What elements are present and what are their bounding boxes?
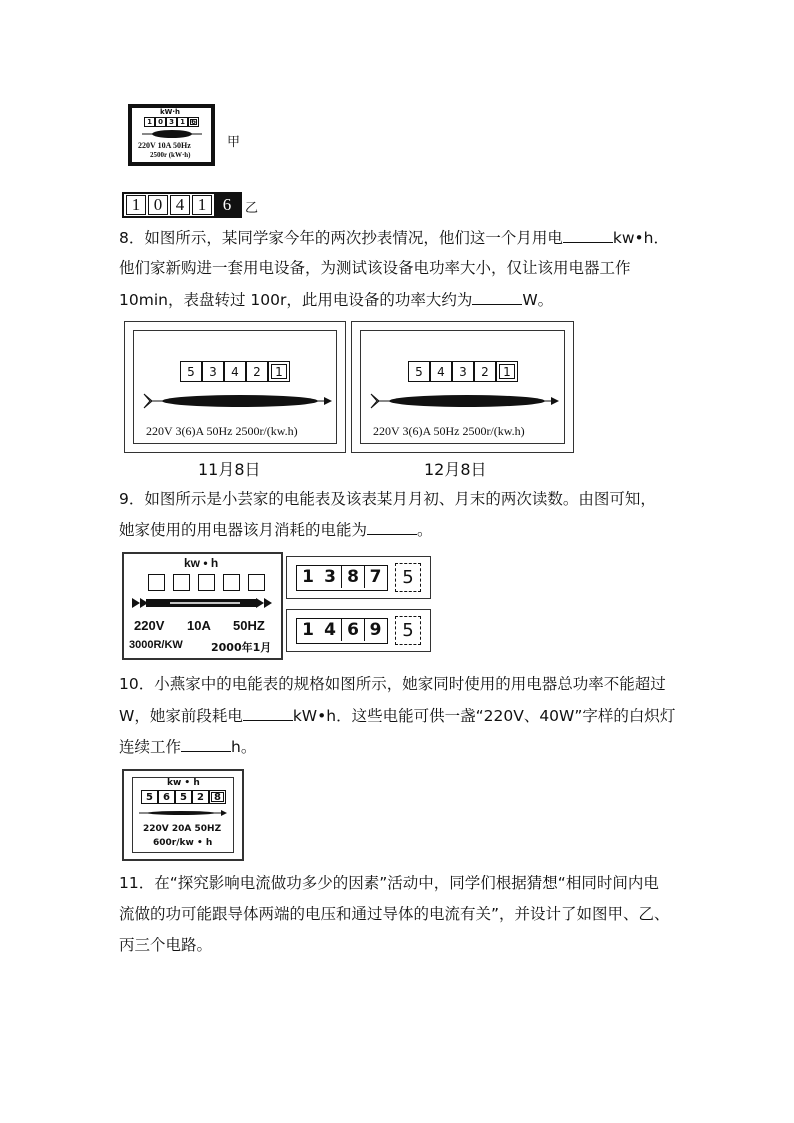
meter-q9-spec-date: 2000年1月 xyxy=(211,641,272,654)
q9-blank-1[interactable] xyxy=(367,520,417,535)
q10-text-c: 连续工作 xyxy=(119,738,182,756)
reading-q9-end-digit: 1 xyxy=(297,619,320,641)
reading-q9-start-digit: 8 xyxy=(342,566,365,588)
reading-q9-start-digit: 1 xyxy=(297,566,320,588)
meter-q9 xyxy=(122,552,283,660)
meter-dec-caption: 12月8日 xyxy=(424,460,487,479)
meter-q9-digit-window xyxy=(148,574,165,591)
meter-dec-digit: 1 xyxy=(496,361,518,382)
meter-dec-digit: 2 xyxy=(474,361,496,382)
q10-line-2 xyxy=(119,706,675,726)
meter-jia-face xyxy=(132,108,211,162)
reading-q9-end-decimal: 5 xyxy=(395,616,421,645)
meter-q9-digit-window xyxy=(173,574,190,591)
q10-blank-3[interactable] xyxy=(181,737,231,752)
q9-text-b: 。 xyxy=(417,521,433,539)
meter-nov-digit: 5 xyxy=(180,361,202,382)
reading-yi-label: 乙 xyxy=(245,201,259,216)
reading-yi-digit: 6 xyxy=(214,194,240,216)
meter-dec-disc-icon xyxy=(367,391,563,411)
meter-dec-digit: 3 xyxy=(452,361,474,382)
reading-q9-end-digit: 9 xyxy=(365,619,386,641)
meter-q10-disc-icon xyxy=(137,808,229,818)
q8-text-a: 8．如图所示，某同学家今年的两次抄表情况，他们这一个月用电 xyxy=(119,229,563,247)
reading-q9-start-digit: 3 xyxy=(319,566,342,588)
meter-q10-spec-1: 220V 20A 50HZ xyxy=(143,824,222,834)
q8-line-3 xyxy=(119,290,553,310)
meter-nov-disc-icon xyxy=(140,391,336,411)
q10-line-3 xyxy=(119,737,256,757)
meter-jia-digit: 1 xyxy=(144,117,155,127)
meter-q9-spec-volt: 220V xyxy=(134,618,165,633)
meter-q10-digit: 2 xyxy=(192,790,209,804)
meter-q9-spec-amp: 10A xyxy=(187,618,211,633)
q9-line-2 xyxy=(119,520,433,540)
meter-jia-digit: 1 xyxy=(177,117,188,127)
reading-q9-start-decimal: 5 xyxy=(395,563,421,592)
meter-nov-digit: 1 xyxy=(268,361,290,382)
reading-yi-digit: 4 xyxy=(170,195,190,215)
meter-q9-digit-window xyxy=(198,574,215,591)
meter-nov-digit: 3 xyxy=(202,361,224,382)
meter-q9-disc-icon xyxy=(130,596,275,610)
meter-nov-digit: 2 xyxy=(246,361,268,382)
meter-jia-digit: 3 xyxy=(166,117,177,127)
meter-jia-figure xyxy=(128,104,215,166)
q8-text-c: 10min，表盘转过 100r，此用电设备的功率大约为 xyxy=(119,291,473,309)
meter-q9-digit-window xyxy=(223,574,240,591)
q8-text-b: kw•h． xyxy=(612,229,669,247)
q8-blank-1[interactable] xyxy=(563,228,613,243)
reading-q9-end xyxy=(286,609,431,652)
reading-yi-digit: 0 xyxy=(148,195,168,215)
q10-line-1: 10．小燕家中的电能表的规格如图所示，她家同时使用的用电器总功率不能超过 xyxy=(119,675,666,693)
reading-yi xyxy=(122,192,242,218)
reading-q9-start-digit: 7 xyxy=(365,566,386,588)
q8-text-d: W。 xyxy=(522,291,554,309)
q8-line-2: 他们家新购进一套用电设备，为测试该设备电功率大小，仅让该用电器工作 xyxy=(119,259,631,277)
meter-q10-digit: 5 xyxy=(141,790,158,804)
meter-jia-spec-2: 2500r (kW·h) xyxy=(150,151,191,159)
meter-q10-digit: 8 xyxy=(209,790,226,804)
meter-nov-caption: 11月8日 xyxy=(198,460,261,479)
reading-q9-end-window xyxy=(296,618,388,644)
q10-text-b: kW•h．这些电能可供一盏“220V、40W”字样的白炽灯 xyxy=(292,707,676,725)
q11-line-1: 11．在“探究影响电流做功多少的因素”活动中，同学们根据猜想“相同时间内电 xyxy=(119,874,659,892)
meter-jia-disc-icon xyxy=(140,128,204,140)
meter-q9-unit: kw • h xyxy=(184,556,219,570)
meter-q9-spec-freq: 50HZ xyxy=(233,618,265,633)
meter-q9-digit-window xyxy=(248,574,265,591)
reading-q9-start-window xyxy=(296,565,388,591)
q10-text-d: h。 xyxy=(231,738,257,756)
meter-jia-register xyxy=(144,117,199,126)
meter-q10-spec-2: 600r/kw • h xyxy=(153,838,213,848)
reading-q9-end-digit: 6 xyxy=(342,619,365,641)
q8-blank-2[interactable] xyxy=(472,290,522,305)
reading-yi-digit: 1 xyxy=(192,195,212,215)
q11-line-2: 流做的功可能跟导体两端的电压和通过导体的电流有关”，并设计了如图甲、乙、 xyxy=(119,905,670,923)
meter-dec-digit: 5 xyxy=(408,361,430,382)
q10-text-a: W，她家前段耗电 xyxy=(119,707,243,725)
reading-yi-digit: 1 xyxy=(126,195,146,215)
reading-q9-end-digit: 4 xyxy=(319,619,342,641)
q9-text-a: 她家使用的用电器该月消耗的电能为 xyxy=(119,521,368,539)
reading-q9-start xyxy=(286,556,431,599)
meter-nov-digit: 4 xyxy=(224,361,246,382)
meter-jia-spec-1: 220V 10A 50Hz xyxy=(138,141,191,150)
meter-nov-face xyxy=(133,330,337,444)
meter-q10-unit: kw • h xyxy=(167,778,200,788)
q8-line-1 xyxy=(119,228,669,248)
meter-q10 xyxy=(122,769,244,861)
meter-q10-face xyxy=(132,777,234,853)
meter-q10-digit: 6 xyxy=(158,790,175,804)
q9-line-1: 9．如图所示是小芸家的电能表及该表某月月初、月末的两次读数。由图可知， xyxy=(119,490,656,508)
meter-jia-label: 甲 xyxy=(227,135,241,150)
meter-jia-unit: kW·h xyxy=(160,108,181,116)
meter-nov xyxy=(124,321,346,453)
meter-dec-spec: 220V 3(6)A 50Hz 2500r/(kw.h) xyxy=(373,424,525,438)
meter-jia-digit: 6 xyxy=(188,117,199,127)
q10-blank-2[interactable] xyxy=(243,706,293,721)
meter-nov-spec: 220V 3(6)A 50Hz 2500r/(kw.h) xyxy=(146,424,298,438)
meter-dec-digit: 4 xyxy=(430,361,452,382)
meter-jia-digit: 0 xyxy=(155,117,166,127)
meter-dec-face xyxy=(360,330,565,444)
meter-dec xyxy=(351,321,574,453)
meter-q10-digit: 5 xyxy=(175,790,192,804)
meter-q9-spec-rev: 3000R/KW xyxy=(129,639,183,651)
meter-q9-register xyxy=(148,574,270,590)
q11-line-3: 丙三个电路。 xyxy=(119,936,213,954)
